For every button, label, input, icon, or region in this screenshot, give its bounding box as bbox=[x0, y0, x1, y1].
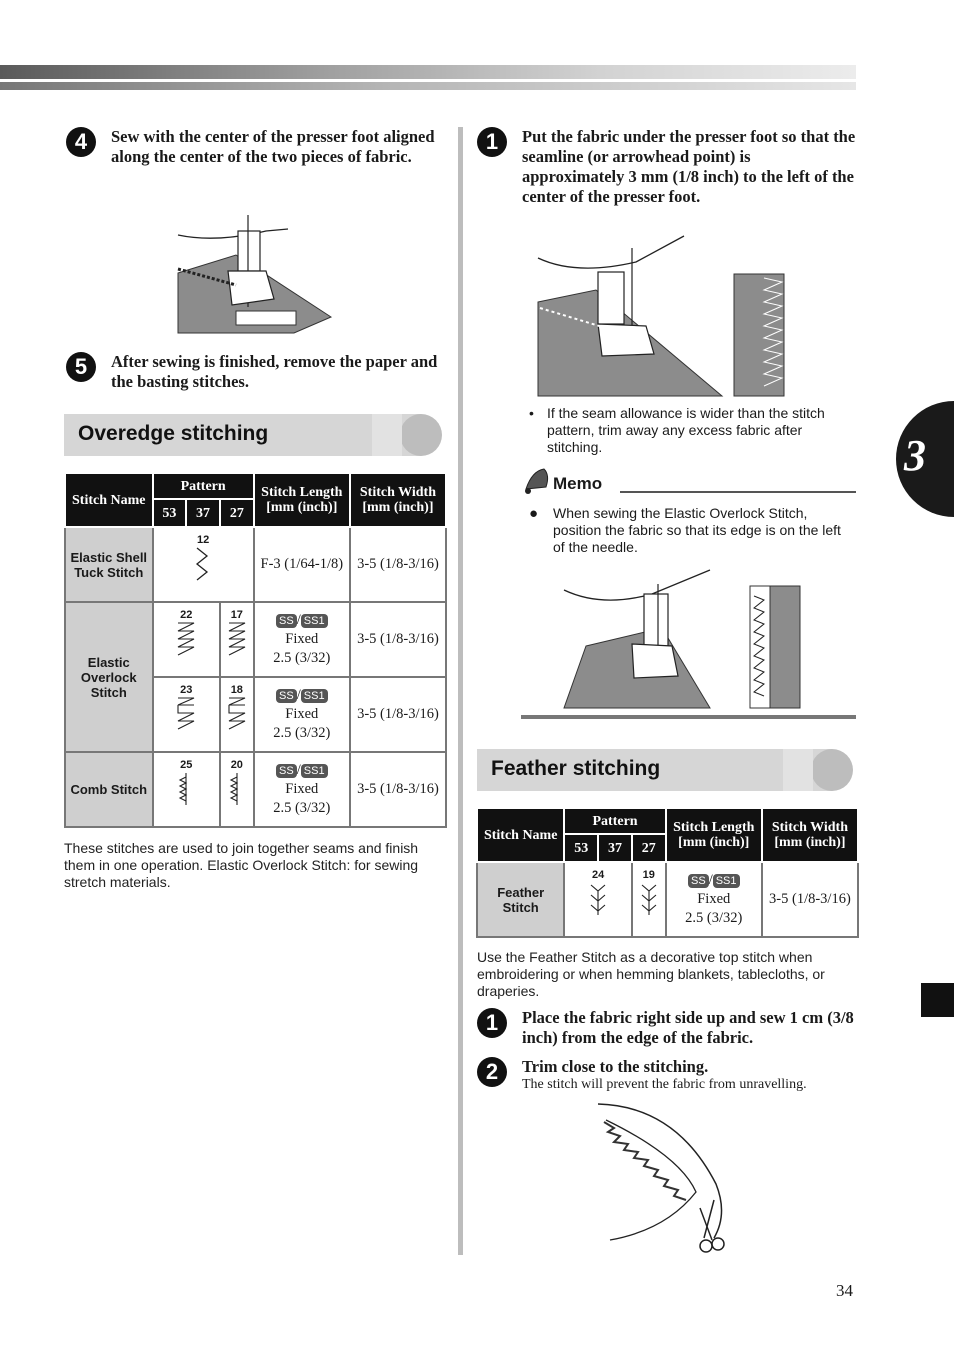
header-pattern: Pattern bbox=[153, 473, 254, 499]
fixed-label: Fixed bbox=[285, 706, 319, 722]
overedge-section-header bbox=[64, 414, 442, 456]
overedge-stitch-table bbox=[64, 472, 447, 828]
step-subtext: The stitch will prevent the fabric from unravelling. bbox=[522, 1077, 807, 1092]
fixed-label: Fixed bbox=[285, 631, 319, 647]
feather-stitch-icon bbox=[587, 881, 609, 917]
feather-step-1 bbox=[477, 1008, 857, 1052]
pattern-number: 20 bbox=[230, 759, 243, 771]
pattern-cell bbox=[564, 862, 631, 937]
note-text: If the seam allowance is wider than the stitch pattern, trim away any excess fabric after stitching. bbox=[547, 405, 825, 455]
memo-text: When sewing the Elastic Overlock Stitch, position the fabric so that its edge is on the left of the needle. bbox=[553, 505, 841, 555]
stitch-length: 2.5 (3/32) bbox=[273, 650, 331, 666]
stitch-width: 3-5 (1/8-3/16) bbox=[350, 602, 446, 677]
header-model: 53 bbox=[153, 499, 187, 527]
header-pattern: Pattern bbox=[564, 808, 665, 834]
table-row bbox=[65, 602, 446, 677]
stitch-width: 3-5 (1/8-3/16) bbox=[762, 862, 858, 937]
pattern-cell bbox=[153, 752, 220, 827]
step-5 bbox=[66, 352, 446, 396]
ss1-badge: SS1 bbox=[713, 874, 740, 888]
pattern-cell bbox=[153, 677, 220, 752]
header-gradient-bar bbox=[0, 65, 856, 79]
pattern-number: 12 bbox=[196, 534, 210, 546]
ss1-badge: SS1 bbox=[301, 614, 328, 628]
step-number: 1 bbox=[477, 127, 507, 157]
trimming-scissors-illustration bbox=[596, 1100, 736, 1256]
pattern-number: 17 bbox=[230, 609, 243, 621]
elastic-overlock-illustration bbox=[562, 564, 802, 710]
fixed-label: Fixed bbox=[697, 891, 731, 907]
header-stitch-width: Stitch Width [mm (inch)] bbox=[762, 808, 858, 862]
step-number: 2 bbox=[477, 1057, 507, 1087]
pattern-cell bbox=[220, 602, 254, 677]
shell-tuck-stitch-icon bbox=[193, 546, 213, 584]
bullet-icon: • bbox=[529, 405, 534, 421]
section-title: Feather stitching bbox=[491, 757, 661, 780]
memo-rule bbox=[620, 491, 856, 493]
step-text: Put the fabric under the presser foot so that the seamline (or arrowhead point) is approximately 3 mm (1/8 inch) to the left of the center of the presser foot. bbox=[522, 127, 856, 206]
stitch-name: Elastic Overlock Stitch bbox=[65, 602, 153, 752]
memo-bell-icon bbox=[522, 467, 552, 495]
header-model: 27 bbox=[220, 499, 254, 527]
ss-badge: SS bbox=[276, 689, 297, 703]
ss-badge: SS bbox=[276, 764, 297, 778]
stitch-length: F-3 (1/64-1/8) bbox=[254, 527, 350, 602]
pattern-number: 23 bbox=[180, 684, 193, 696]
stitch-length-cell: SS / SS1 Fixed 2.5 (3/32) bbox=[254, 677, 350, 752]
stitch-width: 3-5 (1/8-3/16) bbox=[350, 752, 446, 827]
stitch-length: 2.5 (3/32) bbox=[685, 910, 743, 926]
stitch-name: Comb Stitch bbox=[65, 752, 153, 827]
header-model: 37 bbox=[186, 499, 220, 527]
section-title: Overedge stitching bbox=[78, 422, 269, 445]
stitch-length: 2.5 (3/32) bbox=[273, 800, 331, 816]
table-row bbox=[65, 752, 446, 827]
stitch-name: Feather Stitch bbox=[477, 862, 564, 937]
step-number: 1 bbox=[477, 1008, 507, 1038]
table-row bbox=[65, 527, 446, 602]
feather-stitch-icon bbox=[638, 881, 660, 917]
header-model: 27 bbox=[632, 834, 666, 862]
step-text: Place the fabric right side up and sew 1 cm (3/8 inch) from the edge of the fabric. bbox=[522, 1008, 854, 1047]
pattern-number: 24 bbox=[591, 869, 605, 881]
feather-step-2 bbox=[477, 1057, 857, 1101]
pattern-number: 25 bbox=[180, 759, 193, 771]
header-stitch-length: Stitch Length [mm (inch)] bbox=[666, 808, 762, 862]
overlock-stitch-icon bbox=[175, 621, 197, 657]
ss1-badge: SS1 bbox=[301, 764, 328, 778]
stitch-length: 2.5 (3/32) bbox=[273, 725, 331, 741]
step-text: After sewing is finished, remove the paper and the basting stitches. bbox=[111, 352, 438, 391]
header-stitch-width: Stitch Width [mm (inch)] bbox=[350, 473, 446, 527]
presser-foot-illustration bbox=[176, 207, 336, 335]
comb-stitch-icon bbox=[226, 771, 248, 807]
fixed-label: Fixed bbox=[285, 781, 319, 797]
pattern-cell bbox=[153, 602, 220, 677]
header-model: 37 bbox=[598, 834, 632, 862]
pattern-number: 19 bbox=[642, 869, 655, 881]
pattern-number: 18 bbox=[230, 684, 243, 696]
step-4 bbox=[66, 127, 446, 197]
side-index-marker bbox=[921, 983, 954, 1017]
pattern-number: 22 bbox=[180, 609, 193, 621]
step-text: Trim close to the stitching. bbox=[522, 1057, 709, 1076]
pattern-cell bbox=[153, 527, 254, 602]
page-number: 34 bbox=[836, 1281, 853, 1300]
stitch-width: 3-5 (1/8-3/16) bbox=[350, 677, 446, 752]
stitch-length-cell: SS / SS1 Fixed 2.5 (3/32) bbox=[666, 862, 762, 937]
pattern-cell bbox=[220, 677, 254, 752]
header-gradient-bar-thin bbox=[0, 82, 856, 90]
stitch-name: Elastic Shell Tuck Stitch bbox=[65, 527, 153, 602]
header-model: 53 bbox=[564, 834, 598, 862]
stitch-length-cell: SS / SS1 Fixed 2.5 (3/32) bbox=[254, 752, 350, 827]
table-row bbox=[477, 862, 858, 937]
ss1-badge: SS1 bbox=[301, 689, 328, 703]
pattern-cell bbox=[632, 862, 666, 937]
step-number: 4 bbox=[66, 127, 96, 157]
overlock-stitch-icon bbox=[226, 696, 248, 732]
feather-description: Use the Feather Stitch as a decorative top stitch when embroidering or when hemming blankets, tablecloths, or draperies. bbox=[477, 949, 825, 999]
memo-end-rule bbox=[521, 715, 856, 719]
ss-badge: SS bbox=[688, 874, 709, 888]
feather-stitch-table bbox=[476, 807, 859, 938]
header-stitch-name: Stitch Name bbox=[65, 473, 153, 527]
feather-section-header bbox=[477, 749, 853, 791]
stitch-width: 3-5 (1/8-3/16) bbox=[350, 527, 446, 602]
overedge-description: These stitches are used to join together seams and finish them in one operation. Elastic Overlock Stitch: for sewing stretch materials. bbox=[64, 840, 419, 890]
overlock-stitch-icon bbox=[175, 696, 197, 732]
chapter-number: 3 bbox=[904, 431, 926, 480]
step-text: Sew with the center of the presser foot aligned along the center of the two pieces of fabric. bbox=[111, 127, 435, 166]
step-1 bbox=[477, 127, 857, 213]
overlock-stitch-icon bbox=[226, 621, 248, 657]
header-stitch-name: Stitch Name bbox=[477, 808, 564, 862]
pattern-cell bbox=[220, 752, 254, 827]
memo-bullet-icon: ● bbox=[529, 505, 539, 522]
ss-badge: SS bbox=[276, 614, 297, 628]
header-stitch-length: Stitch Length [mm (inch)] bbox=[254, 473, 350, 527]
memo-title: Memo bbox=[553, 474, 603, 493]
presser-foot-seamline-illustration bbox=[536, 232, 786, 398]
step-number: 5 bbox=[66, 352, 96, 382]
comb-stitch-icon bbox=[175, 771, 197, 807]
stitch-length-cell: SS / SS1 Fixed 2.5 (3/32) bbox=[254, 602, 350, 677]
column-divider bbox=[458, 127, 463, 1255]
